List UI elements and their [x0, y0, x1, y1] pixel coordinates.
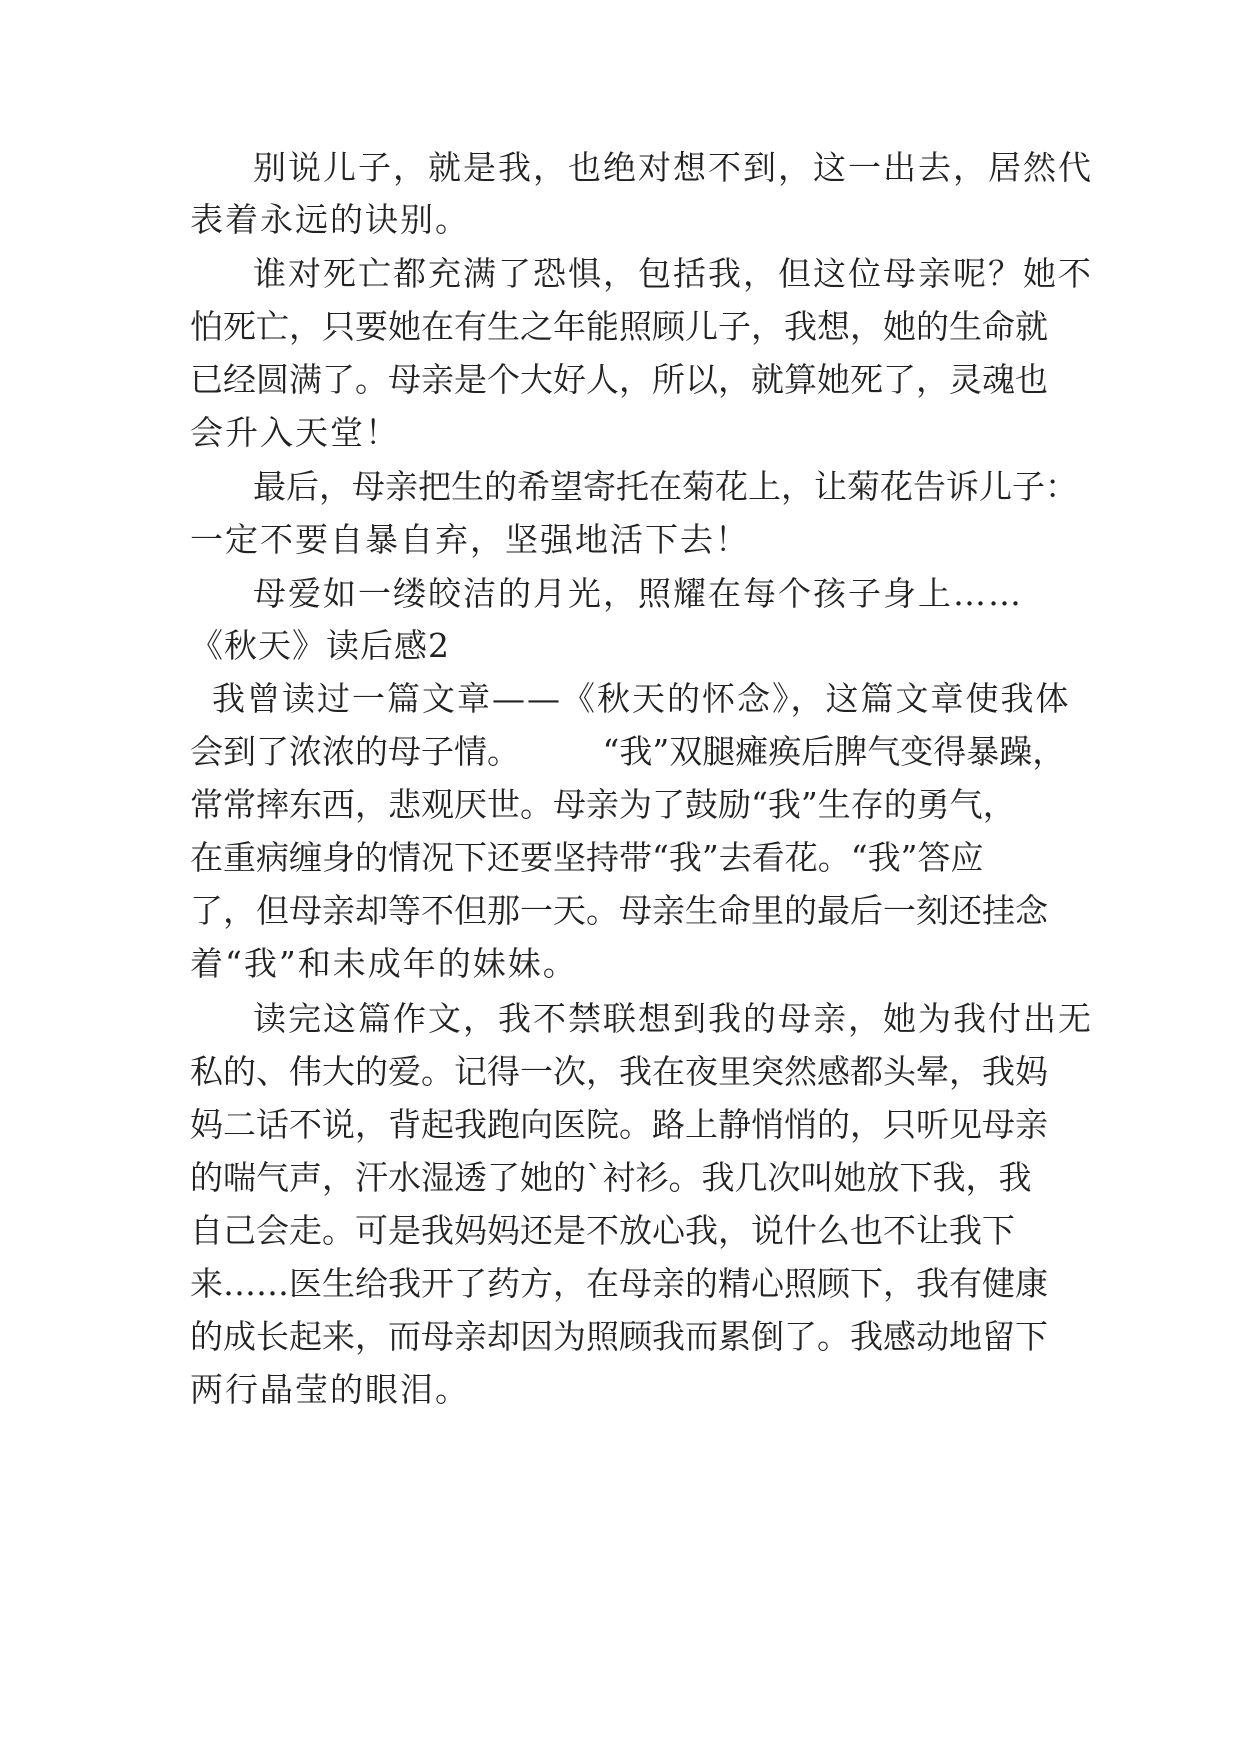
paragraph-5-line-5: 了，但母亲却等不但那一天。母亲生命里的最后一刻还挂念	[190, 891, 1048, 930]
paragraph-4-line-1: 母爱如一缕皎洁的月光，照耀在每个孩子身上……	[253, 574, 1023, 613]
paragraph-6-line-4: 的喘气声，汗水湿透了她的`衬衫。我几次叫她放下我，我	[190, 1158, 1032, 1197]
paragraph-5-line-3: 常常摔东西，悲观厌世。母亲为了鼓励“我”生存的勇气，	[190, 785, 1016, 824]
paragraph-3-line-2: 一定不要自暴自弃，坚强地活下去！	[190, 520, 750, 559]
paragraph-6-line-6: 来……医生给我开了药方，在母亲的精心照顾下，我有健康	[190, 1264, 1048, 1303]
paragraph-3-line-1: 最后，母亲把生的希望寄托在菊花上，让菊花告诉儿子：	[253, 467, 1078, 506]
paragraph-1-line-1: 别说儿子，就是我，也绝对想不到，这一出去，居然代	[253, 148, 1093, 187]
paragraph-5-line-6: 着“我”和未成年的妹妹。	[190, 944, 578, 983]
paragraph-5-line-1: 我曾读过一篇文章——《秋天的怀念》，这篇文章使我体	[212, 679, 1071, 718]
section-title: 《秋天》读后感2	[190, 626, 450, 665]
paragraph-2-line-2: 怕死亡，只要她在有生之年能照顾儿子，我想，她的生命就	[190, 307, 1048, 346]
paragraph-2-line-4: 会升入天堂！	[190, 413, 400, 452]
paragraph-6-line-1: 读完这篇作文，我不禁联想到我的母亲，她为我付出无	[253, 999, 1093, 1038]
paragraph-2-line-3: 已经圆满了。母亲是个大好人，所以，就算她死了，灵魂也	[190, 360, 1048, 399]
paragraph-1-line-2: 表着永远的诀别。	[190, 200, 470, 239]
paragraph-6-line-7: 的成长起来，而母亲却因为照顾我而累倒了。我感动地留下	[190, 1317, 1048, 1356]
paragraph-6-line-3: 妈二话不说，背起我跑向医院。路上静悄悄的，只听见母亲	[190, 1105, 1048, 1144]
paragraph-2-line-1: 谁对死亡都充满了恐惧，包括我，但这位母亲呢？她不	[253, 254, 1093, 293]
paragraph-5-line-2: 会到了浓浓的母子情。 “我”双腿瘫痪后脾气变得暴躁，	[190, 732, 1066, 771]
paragraph-5-line-4: 在重病缠身的情况下还要坚持带“我”去看花。“我”答应	[190, 838, 984, 877]
paragraph-6-line-5: 自己会走。可是我妈妈还是不放心我，说什么也不让我下	[190, 1211, 1015, 1250]
paragraph-6-line-8: 两行晶莹的眼泪。	[190, 1370, 470, 1409]
paragraph-6-line-2: 私的、伟大的爱。记得一次，我在夜里突然感都头晕，我妈	[190, 1052, 1048, 1091]
